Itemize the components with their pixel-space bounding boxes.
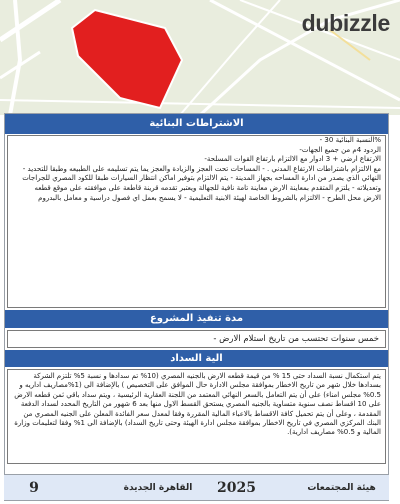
- condition-line: وتعديلاته - يلتزم المتقدم بمعاينة الارض معاينة تامة نافية للجهالة ويعتبر تقدمه قرينة قاطعة على موافقته على موقع قطعه: [34, 183, 381, 192]
- dubizzle-logo: dubizzle: [301, 10, 390, 36]
- condition-line: مع الالتزام باشتراطات الارتفاع المدني . - المساحات تحت العجز والزيادة والعجز يما يتم تسليمه على الطبيعه وطبقا للتحديد -: [22, 164, 381, 173]
- page-number: 9: [29, 480, 39, 496]
- footer-year: 2025: [217, 480, 256, 496]
- footer-city: القاهرة الجديدة: [123, 483, 193, 493]
- payment-text: يتم استكمال نسبة السداد حتى 15 % من قيمة قطعه الارض بالجنيه المصري (10% تم سدادها و نسبة 5% تلتزم الشركة بسدادها خلال شهر من تاريخ الاخطار بموافقة مجلس الادارة حال الموافق على التخصيص ) بالإضافة الى (1%مصاريف اداريه و 0.5% مجلس امناء) على أن يتم التعامل بالسعر النهائي المعتمد من اللجنة العقارية الرئيسية ، ويتم سداد باقي ثمن قطعه الارض على 10 اقساط نصف سنوية متساوية بالجنيه المصري يستحق القسط الاول منها بعد 6 شهور من التاريخ المحدد لسداد الدفعة المقدمة ، وعلى أن يتم تحميل كافة الاقساط بالاعباء المالية المقررة وفقا لمعدل سعر الفائدة المعلن على الجنيه المصري من البنك المركزي المصري في تاريخ الاخطار بموافقة مجلس ادارة الهيئة وحتى تاريخ السداد) بالإضافة الى 1% وفقا لتعليمات وزارة المالية و 0.5% مصاريف ادارية).: [7, 369, 386, 464]
- condition-line: الردود 4م من جميع الجهات-: [299, 145, 381, 154]
- condition-line: الارتفاع ارضي + 3 ادوار مع الالتزام بارتفاع القوات المسلحة-: [204, 155, 381, 164]
- payment-header: الية السداد: [5, 350, 388, 367]
- building-conditions-box: [7, 135, 386, 308]
- footer-authority: هيئة المجتمعات: [307, 483, 376, 493]
- execution-period-header: مدة تنفيذ المشروع: [5, 310, 388, 328]
- condition-line: النهائي الذي يصدر من ادارة المساحه بجهاز المدينة - يتم الالتزام بتوفير اماكن انتظار السيارات طبقا للكود المصري للجراجات: [22, 174, 381, 183]
- building-conditions-header: الاشتراطات البنائية: [5, 114, 388, 134]
- condition-line: الارض محل الطرح - الالتزام بالشروط الخاصة لهيئة الابنية التعليمية - لا يسمح بعمل اي فصول دراسية و معامل بالبدروم: [38, 193, 381, 202]
- condition-line: %النسبة البنائية 30 -: [319, 136, 381, 144]
- document-sheet: [4, 113, 389, 501]
- footer-bar: [4, 474, 389, 500]
- location-map[interactable]: [0, 0, 400, 115]
- execution-period-text: خمس سنوات تحتسب من تاريخ استلام الارض -: [7, 330, 386, 348]
